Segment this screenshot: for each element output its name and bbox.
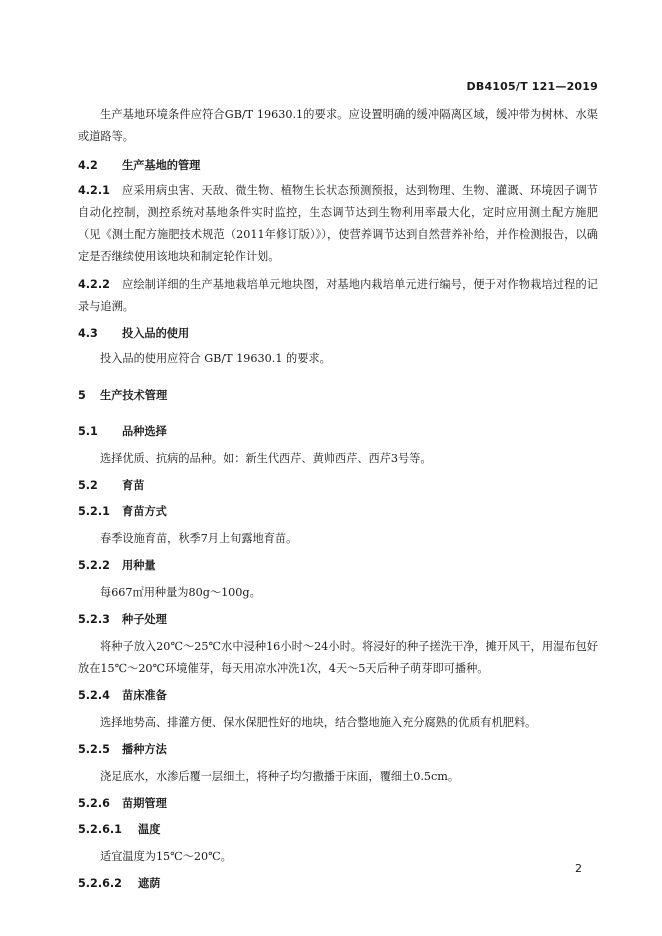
subsubsection-number: 5.2.6.2 [78, 877, 122, 890]
chapter-title: 生产技术管理 [100, 389, 168, 402]
paragraph [78, 582, 598, 604]
paragraph-text: 投入品的使用应符合 GB/T 19630.1 的要求。 [100, 352, 331, 365]
paragraph-text: 春季设施育苗，秋季7月上旬露地育苗。 [100, 532, 298, 545]
subsection-title: 种子处理 [122, 613, 167, 626]
subsubsection-title: 温度 [138, 823, 161, 836]
paragraph-text: 应采用病虫害、天敌、微生物、植物生长状态预测预报，达到物理、生物、灌溉、环境因子调节自动化控制，测控系统对基地条件实时监控，生态调节达到生物利用率最大化，定时应用测土配方施肥（见《测土配方施肥技术规范（2011年修订版）》），使营养调节达到自然营养补给，并作检测报告，以确定是否继续使用该地块和制定轮作计划。 [78, 184, 598, 263]
paragraph-text: 选择地势高、排灌方便、保水保肥性好的地块，结合整地施入充分腐熟的优质有机肥料。 [100, 716, 537, 729]
subsubsection-number: 5.2.6.1 [78, 823, 122, 836]
section-number: 4.3 [78, 327, 98, 340]
subsection-heading [78, 502, 598, 522]
subsection-number: 5.2.2 [78, 559, 110, 572]
paragraph-text: 生产基地环境条件应符合GB/T 19630.1的要求。应设置明确的缓冲隔离区域，缓冲带为树林、水渠或道路等。 [78, 108, 598, 143]
numbered-paragraph [78, 180, 598, 268]
subsection-title: 育苗方式 [122, 505, 167, 518]
subsection-title: 苗床准备 [122, 689, 167, 702]
subsubsection-heading [78, 820, 598, 840]
section-heading [78, 422, 598, 442]
paragraph-text: 浇足底水，水渗后覆一层细土，将种子均匀撒播于床面，覆细土0.5cm。 [100, 770, 460, 783]
paragraph [78, 846, 598, 868]
paragraph [78, 636, 598, 680]
paragraph [78, 528, 598, 550]
paragraph [78, 448, 598, 470]
subsection-number: 5.2.6 [78, 797, 110, 810]
section-heading [78, 324, 598, 344]
subsection-number: 5.2.4 [78, 689, 110, 702]
section-number: 4.2 [78, 159, 98, 172]
document-code: DB4105/T 121—2019 [466, 80, 598, 93]
section-title: 投入品的使用 [122, 327, 190, 340]
subsection-title: 苗期管理 [122, 797, 167, 810]
section-number: 5.1 [78, 425, 98, 438]
paragraph [78, 712, 598, 734]
chapter-number: 5 [78, 389, 86, 402]
subsection-number: 5.2.5 [78, 743, 110, 756]
subsection-heading [78, 794, 598, 814]
numbered-paragraph [78, 274, 598, 318]
section-heading [78, 156, 598, 176]
paragraph [78, 348, 598, 370]
page-number: 2 [575, 862, 582, 875]
section-title: 生产基地的管理 [122, 159, 201, 172]
subsection-title: 播种方法 [122, 743, 167, 756]
subsection-number: 5.2.1 [78, 505, 110, 518]
paragraph-text: 应绘制详细的生产基地栽培单元地块图，对基地内栽培单元进行编号，便于对作物栽培过程的记录与追溯。 [78, 278, 598, 313]
subsection-title: 用种量 [122, 559, 156, 572]
section-title: 育苗 [122, 479, 145, 492]
subsubsection-title: 遮荫 [138, 877, 161, 890]
section-number: 5.2 [78, 479, 98, 492]
paragraph [78, 766, 598, 788]
subsection-heading [78, 740, 598, 760]
section-title: 品种选择 [122, 425, 167, 438]
subsection-heading [78, 556, 598, 576]
paragraph-number: 4.2.2 [78, 278, 110, 291]
paragraph-text: 适宜温度为15℃～20℃。 [100, 850, 232, 863]
section-heading [78, 476, 598, 496]
chapter-heading [78, 386, 598, 406]
subsubsection-heading [78, 874, 598, 894]
paragraph-text: 每667㎡用种量为80g～100g。 [100, 586, 261, 599]
paragraph-text: 选择优质、抗病的品种。如：新生代西芹、黄帅西芹、西芹3号等。 [100, 452, 432, 465]
page-body [78, 100, 598, 894]
paragraph-text: 将种子放入20℃～25℃水中浸种16小时～24小时。将浸好的种子搓洗干净，摊开风干，用湿布包好放在15℃～20℃环境催芽，每天用凉水冲洗1次，4天～5天后种子萌芽即可播种。 [78, 640, 598, 675]
subsection-number: 5.2.3 [78, 613, 110, 626]
paragraph-number: 4.2.1 [78, 184, 110, 197]
paragraph [78, 104, 598, 148]
subsection-heading [78, 610, 598, 630]
subsection-heading [78, 686, 598, 706]
